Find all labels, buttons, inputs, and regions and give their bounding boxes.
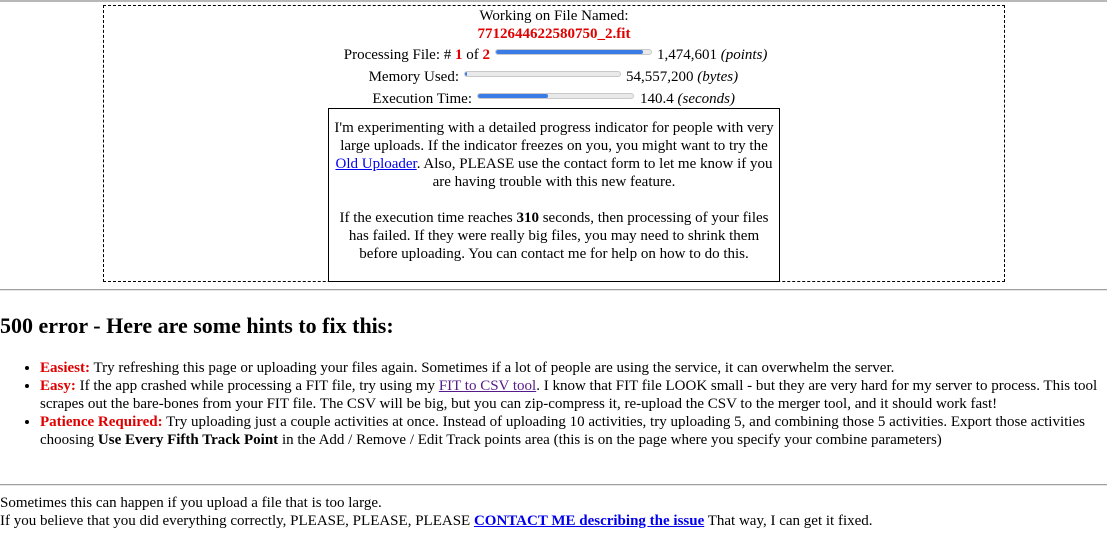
error-heading: 500 error - Here are some hints to fix this: <box>0 313 394 338</box>
execution-time <box>640 90 735 108</box>
file-name: 7712644622580750_2.fit <box>477 26 631 42</box>
notice-paragraph-1 <box>331 119 777 191</box>
notice-paragraph-2 <box>331 209 777 263</box>
hint-text-patience-before: Try uploading just a couple activities at once. Instead of uploading 10 activities, try uploading 5, and combining those 5 activities. Export those activities choosing <box>40 414 1085 448</box>
working-label: Working on File Named: <box>479 8 629 24</box>
processing-points-unit: (points) <box>720 47 768 63</box>
execution-label: Execution Time: <box>372 91 472 107</box>
footer-line-2 <box>0 512 1107 530</box>
memory-progress-bar <box>464 71 621 77</box>
notice-p2-after: seconds, then processing of your files has failed. If they were really big files, you may need to shrink them before uploading. You can contact me for help on how to do this. <box>348 210 769 262</box>
hint-item-easiest <box>40 359 1107 377</box>
hint-text-easy-after: . I know that FIT file LOOK small - but they are very hard for my server to process. This tool scrapes out the bare-bones from your FIT file. The CSV will be big, but you can zip-compress it, re-upload the CSV to the merger tool, and it should work fast! <box>40 378 1098 412</box>
section-divider-top <box>0 289 1107 291</box>
hint-text-easy-before: If the app crashed while processing a FIT file, try using my <box>75 378 439 394</box>
hint-text-patience-after: in the Add / Remove / Edit Track points area (this is on the page where you specify your combine parameters) <box>278 432 942 448</box>
timeout-seconds: 310 <box>516 210 539 226</box>
hint-item-easy <box>40 377 1107 413</box>
fit-to-csv-link[interactable]: FIT to CSV tool <box>438 378 537 394</box>
notice-p2-before: If the execution time reaches <box>339 210 517 226</box>
contact-me-link[interactable]: CONTACT ME describing the issue <box>473 513 705 529</box>
fifth-track-point-option: Use Every Fifth Track Point <box>97 432 279 448</box>
hint-key-easy: Easy: <box>40 378 76 394</box>
hint-item-patience <box>40 413 1107 449</box>
footer-line-2-before: If you believe that you did everything correctly, PLEASE, PLEASE, PLEASE <box>0 513 474 529</box>
processing-total: 2 <box>482 47 490 63</box>
hint-text-easiest: Try refreshing this page or uploading your files again. Sometimes if a lot of people are using the service, it can overwhelm the server. <box>90 360 895 376</box>
notice-p1-before: I'm experimenting with a detailed progress indicator for people with very large uploads. If the indicator freezes on you, you might want to try the <box>334 120 774 154</box>
memory-unit: (bytes) <box>697 69 739 85</box>
execution-progress-fill <box>478 94 548 98</box>
notice-p1-after: . Also, PLEASE use the contact form to let me know if you are having trouble with this new feature. <box>416 156 773 190</box>
processing-progress-fill <box>496 50 643 54</box>
execution-progress-bar <box>477 93 634 99</box>
notice-box <box>328 108 780 282</box>
processing-progress-bar <box>495 49 652 55</box>
execution-label-row <box>104 90 472 108</box>
memory-label: Memory Used: <box>368 69 459 85</box>
processing-of: of <box>466 47 479 63</box>
processing-label-row <box>104 46 490 64</box>
memory-value: 54,557,200 <box>626 69 694 85</box>
execution-value: 140.4 <box>640 91 674 107</box>
hint-key-easiest: Easiest: <box>40 360 90 376</box>
processing-current: 1 <box>455 47 463 63</box>
memory-used <box>626 68 738 86</box>
processing-points-value: 1,474,601 <box>657 47 717 63</box>
hint-key-patience: Patience Required: <box>40 414 163 430</box>
memory-label-row <box>104 68 459 86</box>
top-edge-divider <box>0 0 1107 2</box>
memory-progress-fill <box>465 72 467 76</box>
processing-prefix: Processing File: # <box>343 47 452 63</box>
footer-line-1: Sometimes this can happen if you upload a file that is too large. <box>0 495 382 511</box>
old-uploader-link[interactable]: Old Uploader <box>335 156 417 172</box>
processing-points <box>657 46 767 64</box>
footer <box>0 494 1107 530</box>
section-divider-bottom <box>0 484 1107 486</box>
footer-line-2-after: That way, I can get it fixed. <box>704 513 873 529</box>
hints-list <box>0 359 1107 449</box>
execution-unit: (seconds) <box>677 91 735 107</box>
progress-panel <box>103 5 1005 282</box>
